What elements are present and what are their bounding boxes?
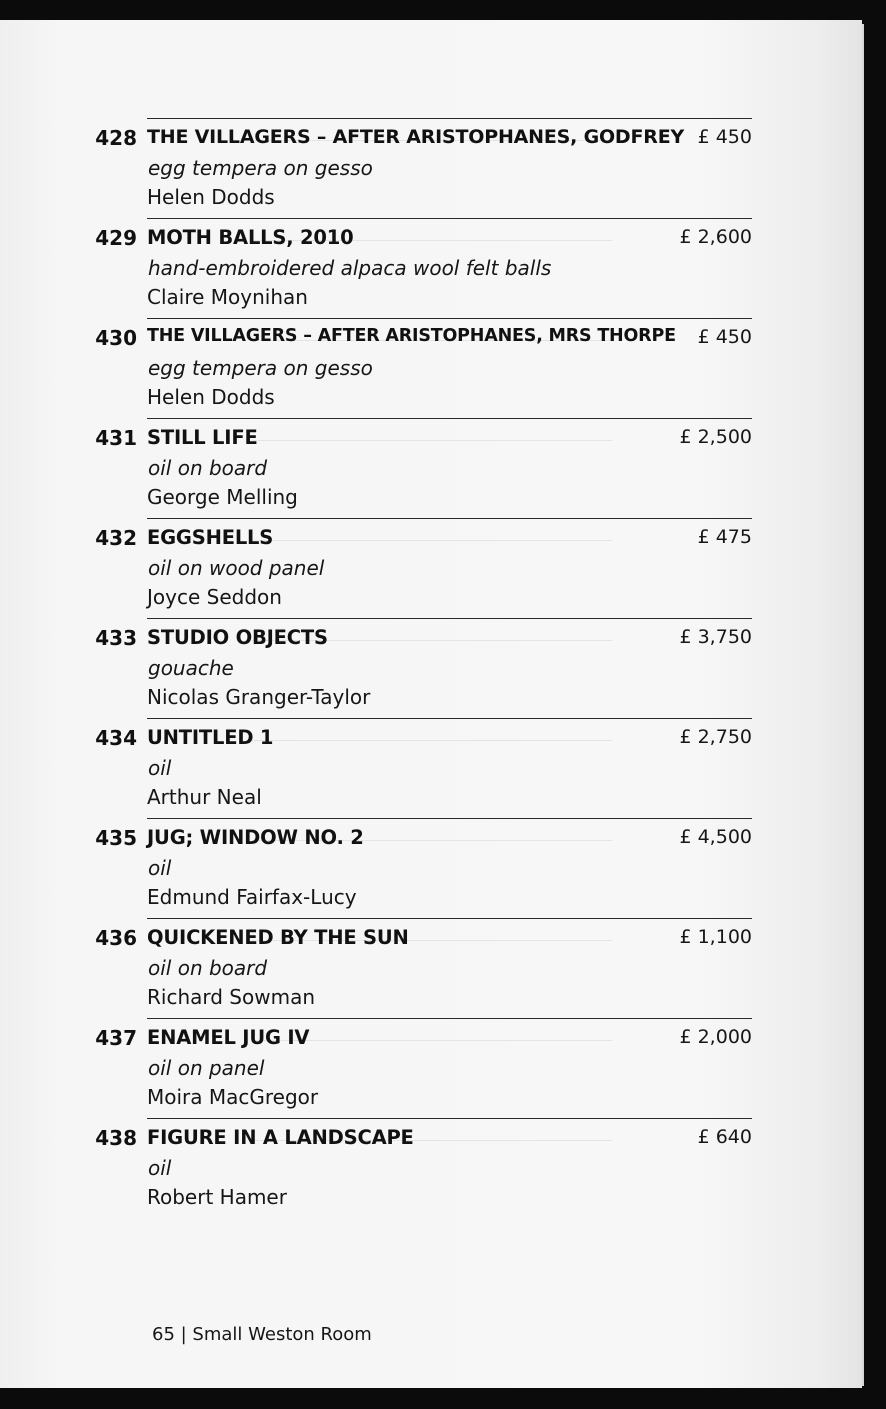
entry-artist: Richard Sowman [147, 985, 316, 1009]
catalogue-entry [0, 118, 862, 218]
entry-artist: George Melling [147, 485, 298, 509]
entry-artist: Helen Dodds [147, 185, 275, 209]
entry-title: JUG; WINDOW NO. 2 [147, 826, 364, 849]
entry-title: STILL LIFE [147, 426, 258, 449]
entry-medium: oil on panel [148, 1056, 265, 1080]
entry-divider [147, 618, 752, 619]
entry-divider [147, 918, 752, 919]
entry-number: 430 [95, 326, 137, 350]
entry-price: £ 1,100 [679, 926, 752, 948]
entry-number: 428 [95, 126, 137, 150]
entry-title: UNTITLED 1 [147, 726, 274, 749]
entry-number: 438 [95, 1126, 137, 1150]
catalogue-page [0, 20, 862, 1388]
catalogue-entry [0, 718, 862, 818]
entry-title: ENAMEL JUG IV [147, 1026, 310, 1049]
entry-number: 434 [95, 726, 137, 750]
entry-title: EGGSHELLS [147, 526, 274, 549]
entry-number: 429 [95, 226, 137, 250]
entry-number: 437 [95, 1026, 137, 1050]
entry-title: MOTH BALLS, 2010 [147, 226, 354, 249]
entry-medium: oil on board [148, 456, 268, 480]
entry-number: 431 [95, 426, 137, 450]
entry-medium: egg tempera on gesso [148, 156, 373, 180]
entry-medium: oil [148, 856, 172, 880]
entry-divider [147, 1118, 752, 1119]
entry-artist: Edmund Fairfax-Lucy [147, 885, 357, 909]
entry-divider [147, 118, 752, 119]
entry-divider [147, 718, 752, 719]
page-footer: 65 | Small Weston Room [152, 1324, 372, 1345]
catalogue-entry [0, 518, 862, 618]
catalogue-entry [0, 418, 862, 518]
entry-number: 436 [95, 926, 137, 950]
entry-medium: hand-embroidered alpaca wool felt balls [148, 256, 552, 280]
entry-price: £ 2,000 [679, 1026, 752, 1048]
catalogue-entry [0, 1018, 862, 1118]
entry-title: FIGURE IN A LANDSCAPE [147, 1126, 414, 1149]
entry-price: £ 450 [697, 126, 752, 148]
entry-medium: oil [148, 756, 172, 780]
entry-artist: Arthur Neal [147, 785, 262, 809]
entry-price: £ 2,500 [679, 426, 752, 448]
entry-price: £ 450 [697, 326, 752, 348]
entry-medium: oil [148, 1156, 172, 1180]
entry-divider [147, 818, 752, 819]
entry-price: £ 475 [697, 526, 752, 548]
entry-number: 435 [95, 826, 137, 850]
entry-divider [147, 218, 752, 219]
entry-artist: Joyce Seddon [147, 585, 282, 609]
entry-title: THE VILLAGERS – AFTER ARISTOPHANES, MRS THORPE [147, 326, 676, 346]
entry-number: 433 [95, 626, 137, 650]
entry-artist: Moira MacGregor [147, 1085, 319, 1109]
catalogue-entry [0, 218, 862, 318]
catalogue-list [0, 118, 862, 1218]
entry-artist: Nicolas Granger-Taylor [147, 685, 371, 709]
entry-medium: gouache [148, 656, 234, 680]
catalogue-entry [0, 318, 862, 418]
entry-title: QUICKENED BY THE SUN [147, 926, 409, 949]
entry-title: THE VILLAGERS – AFTER ARISTOPHANES, GODFREY [147, 126, 685, 148]
entry-number: 432 [95, 526, 137, 550]
entry-artist: Claire Moynihan [147, 285, 308, 309]
entry-divider [147, 318, 752, 319]
entry-medium: egg tempera on gesso [148, 356, 373, 380]
catalogue-entry [0, 1118, 862, 1218]
catalogue-entry [0, 918, 862, 1018]
entry-price: £ 2,600 [679, 226, 752, 248]
entry-price: £ 640 [697, 1126, 752, 1148]
entry-title: STUDIO OBJECTS [147, 626, 328, 649]
entry-medium: oil on board [148, 956, 268, 980]
entry-artist: Helen Dodds [147, 385, 275, 409]
entry-price: £ 2,750 [679, 726, 752, 748]
catalogue-entry [0, 818, 862, 918]
catalogue-entry [0, 618, 862, 718]
entry-medium: oil on wood panel [148, 556, 325, 580]
entry-divider [147, 1018, 752, 1019]
entry-divider [147, 418, 752, 419]
entry-divider [147, 518, 752, 519]
entry-price: £ 3,750 [679, 626, 752, 648]
entry-price: £ 4,500 [679, 826, 752, 848]
entry-artist: Robert Hamer [147, 1185, 287, 1209]
